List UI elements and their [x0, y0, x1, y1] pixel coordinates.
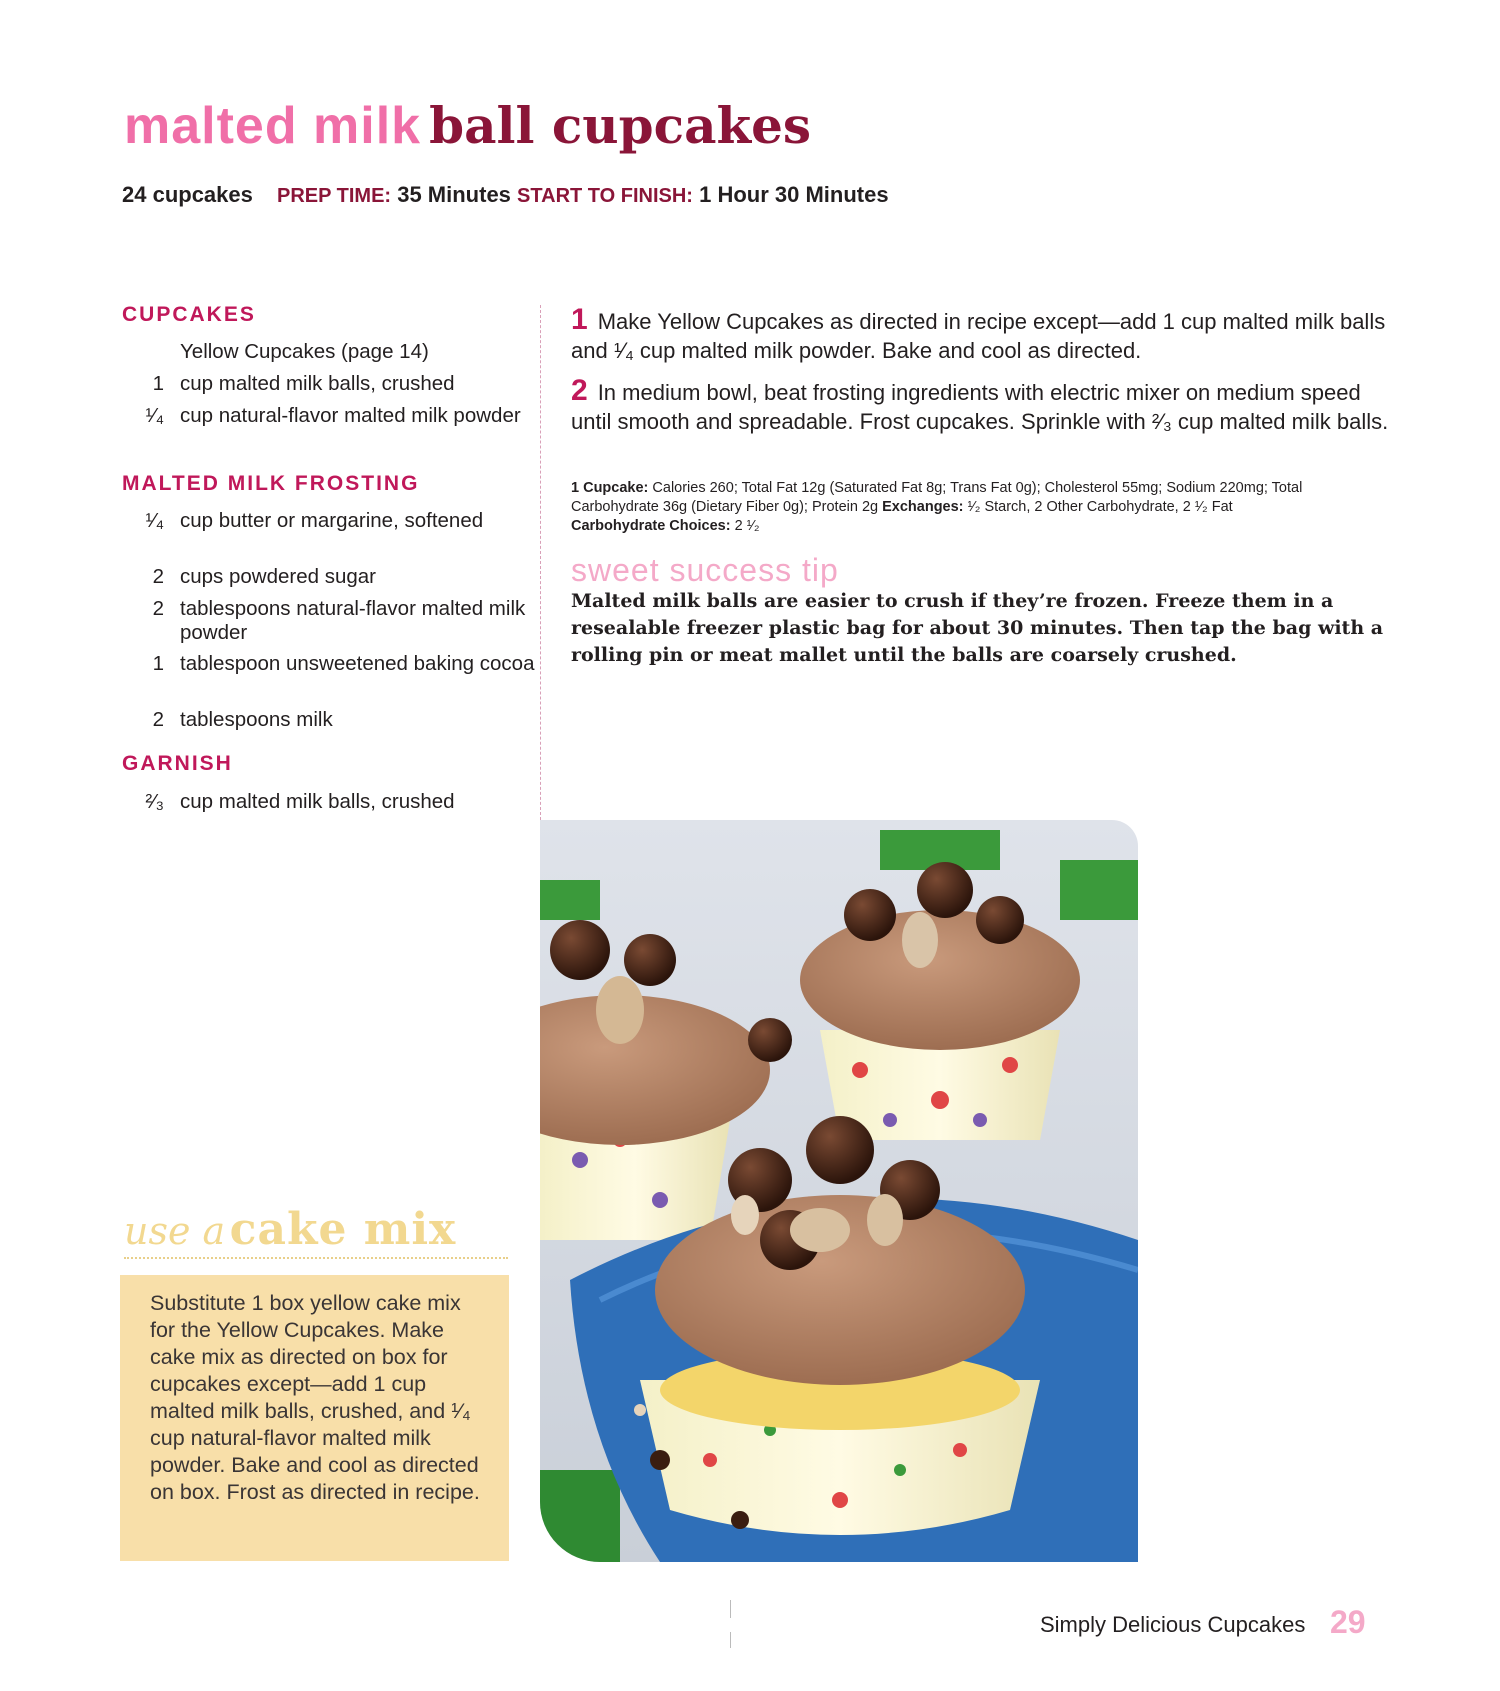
page-number: 29 — [1330, 1604, 1366, 1640]
step-number: 1 — [571, 303, 588, 336]
direction-step — [571, 305, 1391, 365]
title-part-light: malted milk — [124, 97, 422, 155]
yield: 24 cupcakes — [122, 182, 253, 207]
recipe-title — [124, 96, 812, 155]
ingredient-row — [122, 404, 522, 452]
ingredient-row — [122, 597, 526, 645]
ingredient-row — [122, 372, 522, 396]
ingredient-amount: 1 — [152, 652, 164, 675]
nutrition-choices-text: 2 ¹⁄₂ — [734, 518, 760, 534]
ingredient-amount: ¹⁄₄ — [145, 404, 164, 427]
ingredient-text: cup malted milk balls, crushed — [180, 790, 455, 813]
nutrition-exchanges-text: ¹⁄₂ Starch, 2 Other Carbohydrate, 2 ¹⁄₂ Fat — [967, 499, 1233, 515]
book-title-footer: Simply Delicious Cupcakes — [1040, 1612, 1306, 1637]
ingredient-row — [122, 340, 522, 364]
ingredient-row — [122, 708, 522, 732]
ingredient-text: tablespoon unsweetened baking cocoa — [180, 652, 535, 675]
ingredient-row — [122, 509, 522, 557]
title-part-bold: ball cupcakes — [429, 96, 812, 155]
cupcake-photo-illustration — [540, 820, 1138, 1562]
ingredient-amount: 2 — [152, 708, 164, 731]
cake-mix-text-bold: except — [246, 1372, 311, 1396]
finish-value: 1 Hour 30 Minutes — [699, 182, 889, 207]
ingredient-text: cup natural-flavor malted milk powder — [180, 404, 521, 427]
ingredient-text: cups powdered sugar — [180, 565, 377, 588]
nutrition-serving-text: Calories 260; Total Fat 12g (Saturated Fat 8g; Trans Fat 0g); Cholesterol 55mg; Sodium 220mg; Total Carbohydrate 36g (Dietary Fiber 0g); Protein 2g — [571, 480, 1303, 515]
nutrition-exchanges-label: Exchanges: — [882, 499, 964, 515]
ingredient-text: cup butter or margarine, softened — [180, 509, 484, 532]
step-number: 2 — [571, 374, 588, 407]
ingredient-amount: ¹⁄₄ — [145, 509, 164, 532]
ingredient-text: tablespoons milk — [180, 708, 333, 731]
cupcake-photo — [540, 820, 1138, 1562]
tip-text: Malted milk balls are easier to crush if they’re frozen. Freeze them in a resealable freezer plastic bag for about 30 minutes. Then tap the bag with a rolling pin or meat mallet until the balls are coarsely crushed. — [571, 590, 1384, 666]
ingredient-text: tablespoons natural-flavor malted milk powder — [180, 597, 526, 644]
finish-label: START TO FINISH: — [517, 185, 693, 207]
center-tick-mark — [730, 1600, 731, 1618]
tip-heading: sweet success tip — [571, 552, 839, 588]
section-heading-cupcakes: CUPCAKES — [122, 303, 256, 326]
ingredient-row — [122, 790, 522, 814]
cake-mix-text — [150, 1290, 490, 1506]
ingredient-amount: 2 — [152, 597, 164, 620]
nutrition-choices-label: Carbohydrate Choices: — [571, 518, 731, 534]
cake-mix-text-before: Substitute 1 box yellow cake mix for the Yellow Cupcakes. Make cake mix as directed on box for cupcakes — [150, 1291, 461, 1396]
prep-value: 35 Minutes — [397, 182, 511, 207]
ingredient-amount: 1 — [152, 372, 164, 395]
nutrition-serving-label: 1 Cupcake: — [571, 480, 649, 496]
cake-mix-rule — [124, 1257, 508, 1259]
step-text: Make Yellow Cupcakes as directed in recipe except—add 1 cup malted milk balls and ¹⁄₄ cup malted milk powder. Bake and cool as directed. — [571, 309, 1386, 363]
direction-step — [571, 376, 1391, 436]
cake-mix-text-after: —add 1 cup malted milk balls, crushed, and ¹⁄₄ cup natural-flavor malted milk powder. Bake and cool as directed on box. Frost as directed in recipe. — [150, 1372, 480, 1504]
section-heading-garnish: GARNISH — [122, 752, 233, 775]
cake-mix-heading-bold: cake mix — [229, 1204, 457, 1255]
ingredient-amount: 2 — [152, 565, 164, 588]
section-heading-frosting: MALTED MILK FROSTING — [122, 472, 420, 495]
nutrition-info — [571, 479, 1391, 536]
prep-label: PREP TIME: — [277, 185, 392, 207]
cake-mix-heading — [124, 1204, 457, 1255]
column-divider — [540, 305, 541, 825]
ingredient-text: Yellow Cupcakes (page 14) — [180, 340, 429, 363]
step-text: In medium bowl, beat frosting ingredients with electric mixer on medium speed until smooth and spreadable. Frost cupcakes. Sprinkle with ²⁄₃ cup malted milk balls. — [571, 380, 1389, 434]
yield-and-times — [122, 182, 889, 208]
ingredient-row — [122, 652, 535, 700]
ingredient-amount: ²⁄₃ — [145, 790, 164, 813]
ingredient-row — [122, 565, 522, 589]
cake-mix-heading-script: use a — [124, 1209, 226, 1253]
center-tick-mark — [730, 1632, 731, 1648]
ingredient-text: cup malted milk balls, crushed — [180, 372, 455, 395]
